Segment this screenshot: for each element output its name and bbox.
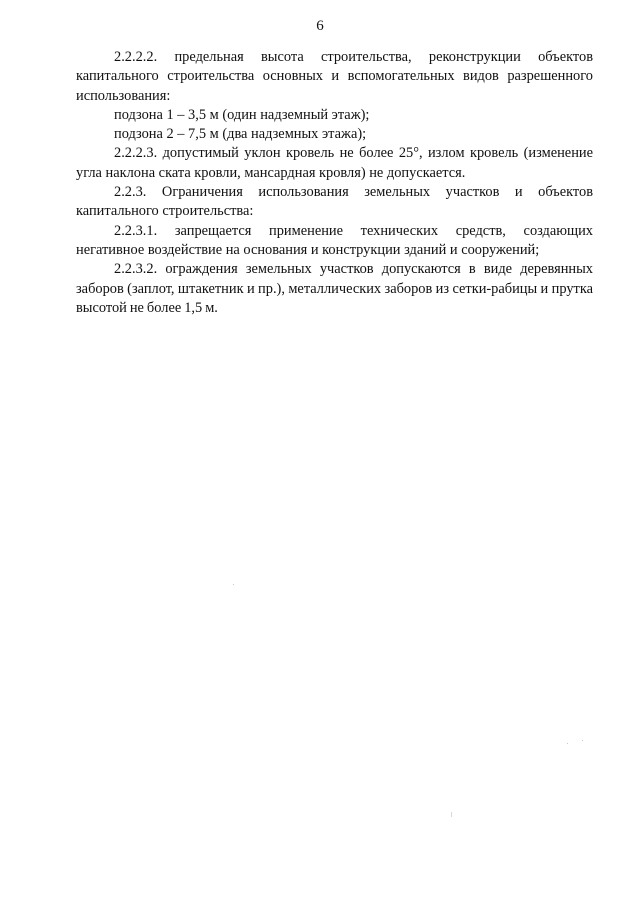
document-body bbox=[76, 48, 593, 318]
paragraph-2-2-3 bbox=[76, 183, 593, 222]
paragraph-number: 2.2.2.2. bbox=[114, 49, 158, 65]
paragraph-text: Ограничения использования земельных участков и объектов капитального строительства: bbox=[76, 184, 593, 220]
paragraph-text: допустимый уклон кровель не более 25°, излом кровель (изменение угла наклона ската кровли, мансардная кровля) не допускается. bbox=[76, 145, 593, 181]
scan-artifact bbox=[567, 743, 568, 744]
paragraph-text: запрещается применение технических средств, создающих негативное воздействие на основания и конструкции зданий и сооружений; bbox=[76, 222, 593, 258]
paragraph-subzone-1 bbox=[76, 106, 593, 125]
page-number: 6 bbox=[316, 18, 324, 34]
paragraph-number: 2.2.3.1. bbox=[114, 222, 158, 239]
paragraph-number: 2.2.2.3. bbox=[114, 145, 158, 162]
paragraph-2-2-2-3 bbox=[76, 144, 593, 183]
paragraph-2-2-2-2 bbox=[76, 48, 593, 106]
scan-artifact bbox=[451, 812, 452, 817]
paragraph-subzone-2 bbox=[76, 125, 593, 144]
paragraph-2-2-3-2 bbox=[76, 260, 593, 318]
paragraph-2-2-3-1 bbox=[76, 222, 593, 261]
scan-artifact bbox=[233, 584, 234, 585]
paragraph-text: предельная высота строительства, реконструкции объектов капитального строительства основных и вспомогательных видов разрешенного использования: bbox=[76, 49, 593, 104]
paragraph-text: подзона 2 – 7,5 м (два надземных этажа); bbox=[114, 126, 367, 143]
paragraph-text: ограждения земельных участков допускаются в виде деревянных заборов (заплот, штакетник и пр.), металлических заборов из сетки-рабицы и прутка высотой не более 1,5 м. bbox=[76, 261, 593, 316]
paragraph-number: 2.2.3.2. bbox=[114, 261, 158, 278]
paragraph-text: подзона 1 – 3,5 м (один надземный этаж); bbox=[114, 106, 370, 123]
paragraph-number: 2.2.3. bbox=[114, 184, 147, 201]
scan-artifact bbox=[582, 740, 583, 741]
